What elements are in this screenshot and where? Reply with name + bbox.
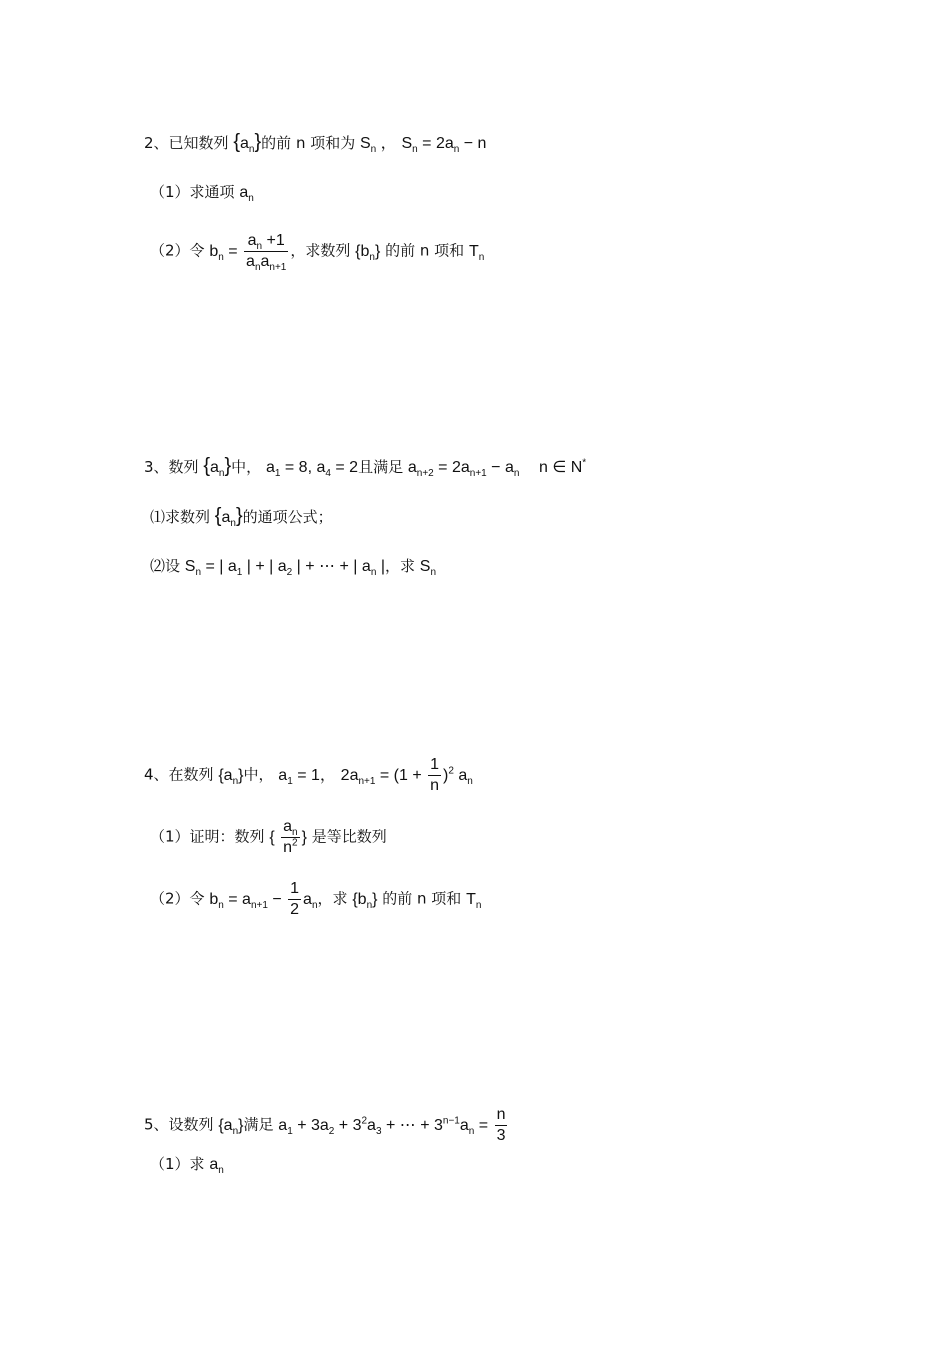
part-tail: ，求	[384, 557, 415, 575]
problem-2-part-1	[150, 182, 254, 203]
sequence-a-n: $\{a_n\}$	[218, 766, 244, 787]
problem-3-part-2	[150, 556, 436, 577]
problem-4-part-2	[150, 880, 481, 919]
part-tail-2: 的前 n 项和	[382, 889, 462, 908]
problem-3-statement	[144, 456, 586, 478]
problem-2-statement	[144, 132, 486, 154]
sequence-b-n: $\{b_n\}$	[355, 242, 381, 263]
problem-4-label: 4、在数列	[144, 765, 214, 784]
part-tail: ，求	[317, 889, 348, 908]
part-label: （2）令	[150, 241, 205, 260]
sequence-a-n: $\{a_n\}$	[218, 1116, 244, 1137]
part-label: ⑵设	[150, 557, 181, 575]
initial-conditions: $a_1 = 8$, $a_4 = 2$	[265, 459, 359, 480]
problem-5-part-1	[150, 1154, 224, 1175]
b-n-definition: $b_n$ = $\frac{a_n +1}{a_na_{n+1}}$	[209, 232, 287, 274]
part-label: （1）证明：数列	[150, 827, 265, 846]
a-n-term: $a_n$	[209, 1156, 224, 1177]
condition-text: 且满足	[358, 458, 404, 476]
problem-4-part-1	[150, 818, 387, 857]
problem-3-label: 3、数列	[144, 458, 199, 476]
problem-3-part-1	[150, 506, 333, 528]
problem-2-label: 2、已知数列	[144, 134, 229, 152]
initial-condition: $a_1 = 1$，	[278, 766, 336, 787]
sequence-a-n: $\{a_n\}$	[214, 505, 243, 530]
sequence-a-n: $\{a_n\}$	[203, 455, 232, 480]
sn-target: $S_n$	[419, 558, 437, 579]
fraction: $\frac{a_n}{n^2}$	[283, 818, 298, 856]
sn-abs-sum: $S_n$ = | $a_1$ | + | $a_2$ | + ⋯ + | $a_n$ |	[184, 558, 385, 579]
sequence-b-n: $\{b_n\}$	[352, 890, 378, 911]
fraction: $\frac{1}{n}$	[430, 756, 440, 794]
series-equation: $a_1 + 3a_2 + 3^2a_3$ + ⋯ + $3^{n-1}a_n$ = $\frac{n}{3}$	[278, 1106, 506, 1144]
part-label: ⑴求数列	[150, 508, 211, 526]
ratio-sequence: { $\frac{a_n}{n^2}$ }	[269, 818, 307, 856]
recurrence: $2a_{n+1} = (1$ + $\frac{1}{n}$ )$^2$ $a_n$	[340, 756, 473, 794]
problem-5-statement	[144, 1106, 509, 1145]
problem-3-mid: 中，	[231, 458, 262, 476]
t-n-symbol: $T_n$	[468, 242, 485, 263]
b-n-definition: $b_n = a_{n+1}$ − $\frac{1}{2}$ $a_n$	[209, 880, 318, 918]
part-tail: 的前 n 项和	[385, 241, 465, 260]
fraction: $\frac{n}{3}$	[496, 1106, 506, 1144]
part-label: （2）令	[150, 889, 205, 908]
a-n-term: $a_n$	[239, 184, 254, 205]
t-n-symbol: $T_n$	[466, 890, 482, 911]
part-text: ，求数列	[290, 241, 351, 260]
sn-equation: $S_n = 2a_n - n$	[401, 135, 487, 156]
fraction: $\frac{1}{2}$	[290, 880, 300, 918]
part-tail: 是等比数列	[311, 827, 387, 846]
problem-5-mid: 满足	[243, 1115, 274, 1134]
problem-2-text: 的前 n 项和为	[261, 134, 356, 152]
part-tail: 的通项公式；	[242, 508, 333, 526]
problem-4-statement	[144, 756, 473, 795]
recurrence: $a_{n+2} = 2a_{n+1} - a_n$	[407, 459, 520, 480]
sequence-a-n: $\{a_n\}$	[233, 131, 262, 156]
part-label: （1）求通项	[150, 183, 235, 201]
fraction: $\frac{a_n +1}{a_na_{n+1}}$	[246, 232, 287, 274]
problem-4-mid: 中，	[243, 765, 274, 784]
part-label: （1）求	[150, 1155, 205, 1173]
problem-5-label: 5、设数列	[144, 1115, 214, 1134]
sn-symbol: $S_n$ ，	[360, 135, 397, 156]
problem-2-part-2	[150, 232, 485, 274]
domain: n ∈ N*	[539, 457, 587, 476]
